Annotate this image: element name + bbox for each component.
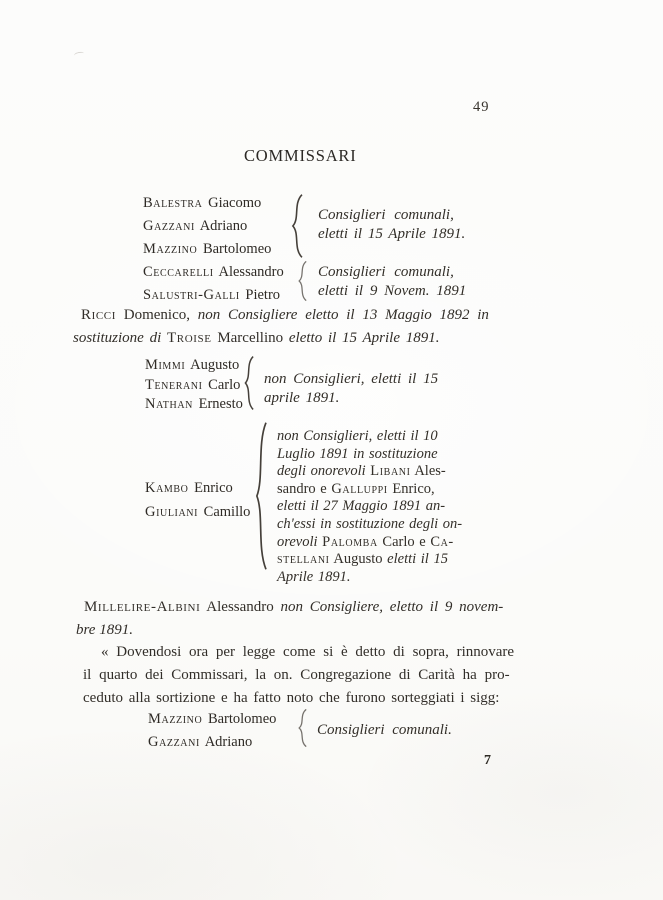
- given-name: Augusto: [185, 357, 240, 373]
- grouping-brace-icon: [290, 194, 303, 258]
- description-line: stellani Augusto eletti il 15: [277, 551, 448, 568]
- surname: Mazzino: [143, 241, 198, 257]
- description-line: eletti il 15 Aprile 1891.: [318, 225, 466, 242]
- given-name: Pietro: [239, 287, 281, 303]
- given-name: Ernesto: [192, 396, 243, 412]
- surname: Troise: [167, 330, 212, 346]
- surname: Millelire-Albini: [84, 599, 201, 615]
- description-line: Aprile 1891.: [277, 568, 351, 585]
- given-name: Camillo: [198, 504, 251, 520]
- given-name: Carlo: [202, 377, 241, 393]
- description-line: non Consiglieri, eletti il 15: [264, 371, 439, 387]
- commissioner-name: [148, 711, 276, 728]
- surname: Ceccarelli: [143, 264, 214, 280]
- election-note: sostituzione di: [73, 330, 168, 346]
- surname: Salustri-Galli: [143, 287, 240, 303]
- grouping-brace-icon: [243, 356, 254, 410]
- surname: Mazzino: [148, 711, 203, 727]
- quote-paragraph-line: ceduto alla sortizione e ha fatto noto che furono sorteggiati i sigg:: [83, 690, 500, 706]
- given-name: Bartolomeo: [202, 711, 277, 727]
- signature-number: 7: [484, 753, 491, 768]
- description-line: Consiglieri comunali,: [318, 207, 454, 223]
- surname: Libani: [370, 463, 411, 480]
- surname: Giuliani: [145, 504, 199, 520]
- given-name: Enrico: [188, 480, 233, 496]
- scan-artifact: [74, 51, 85, 58]
- ricci-paragraph-line: [73, 330, 440, 347]
- surname: stellani: [277, 551, 330, 568]
- commissioner-name: [145, 377, 240, 394]
- commissioner-name: [145, 480, 233, 497]
- description-line: degli onorevoli Libani Ales-: [277, 463, 446, 480]
- description-line: orevoli Palomba Carlo e Ca-: [277, 533, 454, 550]
- group-description: [318, 206, 465, 243]
- given-name: Alessandro: [200, 599, 281, 615]
- group-description: [318, 263, 466, 300]
- quote-paragraph-line: « Dovendosi ora per legge come si è detto di sopra, rinnovare: [101, 644, 515, 660]
- description-line: non Consiglieri, eletti il 10: [277, 428, 438, 444]
- surname: Palomba: [322, 533, 378, 550]
- given-name: Adriano: [194, 218, 248, 234]
- ricci-paragraph-line: [81, 307, 489, 324]
- group-description: [317, 721, 452, 740]
- given-name: Alessandro: [213, 264, 284, 280]
- commissioner-name: [143, 195, 261, 212]
- group-description: [264, 370, 438, 407]
- description-line: sandro e Galluppi Enrico,: [277, 480, 435, 497]
- surname: Ca-: [430, 533, 454, 550]
- given-name: Giacomo: [202, 195, 262, 211]
- description-line: eletti il 27 Maggio 1891 an-: [277, 498, 446, 515]
- group-description: [277, 428, 462, 586]
- quote-paragraph-line: il quarto dei Commissari, la on. Congregazione di Carità ha pro-: [83, 667, 510, 683]
- millelire-paragraph-line: [84, 599, 503, 616]
- surname: Nathan: [145, 396, 193, 412]
- commissioner-name: [145, 396, 243, 413]
- surname: Kambo: [145, 480, 189, 496]
- given-name: Adriano: [199, 734, 253, 750]
- given-name: Domenico,: [116, 307, 198, 323]
- description-line: eletti il 9 Novem. 1891: [318, 282, 467, 299]
- description-line: aprile 1891.: [264, 389, 340, 406]
- surname: Mimmi: [145, 357, 186, 373]
- commissioner-name: [143, 264, 284, 281]
- description-line: Consiglieri comunali,: [318, 264, 454, 280]
- surname: Tenerani: [145, 377, 203, 393]
- election-note: non Consigliere eletto il 13 Maggio 1892 in: [197, 307, 489, 323]
- election-note: eletto il 15 Aprile 1891.: [288, 330, 440, 346]
- description-line: Consiglieri comunali.: [317, 722, 452, 738]
- grouping-brace-icon: [297, 709, 307, 747]
- election-note: bre 1891.: [76, 622, 133, 638]
- grouping-brace-icon: [297, 261, 307, 301]
- commissioner-name: [145, 357, 239, 374]
- page-number: 49: [473, 99, 490, 115]
- commissioner-name: [143, 287, 280, 304]
- surname: Gazzani: [143, 218, 195, 234]
- given-name: Marcellino: [211, 330, 289, 346]
- description-line: ch'essi in sostituzione degli on-: [277, 515, 463, 532]
- page-title: COMMISSARI: [244, 146, 357, 165]
- commissioner-name: [145, 504, 250, 521]
- grouping-brace-icon: [254, 422, 267, 570]
- election-note: non Consigliere, eletto il 9 novem-: [280, 599, 504, 615]
- surname: Galluppi: [331, 480, 388, 497]
- surname: Balestra: [143, 195, 203, 211]
- millelire-paragraph-line: [76, 622, 133, 639]
- commissioner-name: [143, 218, 247, 235]
- commissioner-name: [148, 734, 252, 751]
- surname: Ricci: [81, 307, 117, 323]
- given-name: Bartolomeo: [197, 241, 272, 257]
- surname: Gazzani: [148, 734, 200, 750]
- commissioner-name: [143, 241, 271, 258]
- description-line: Luglio 1891 in sostituzione: [277, 445, 438, 462]
